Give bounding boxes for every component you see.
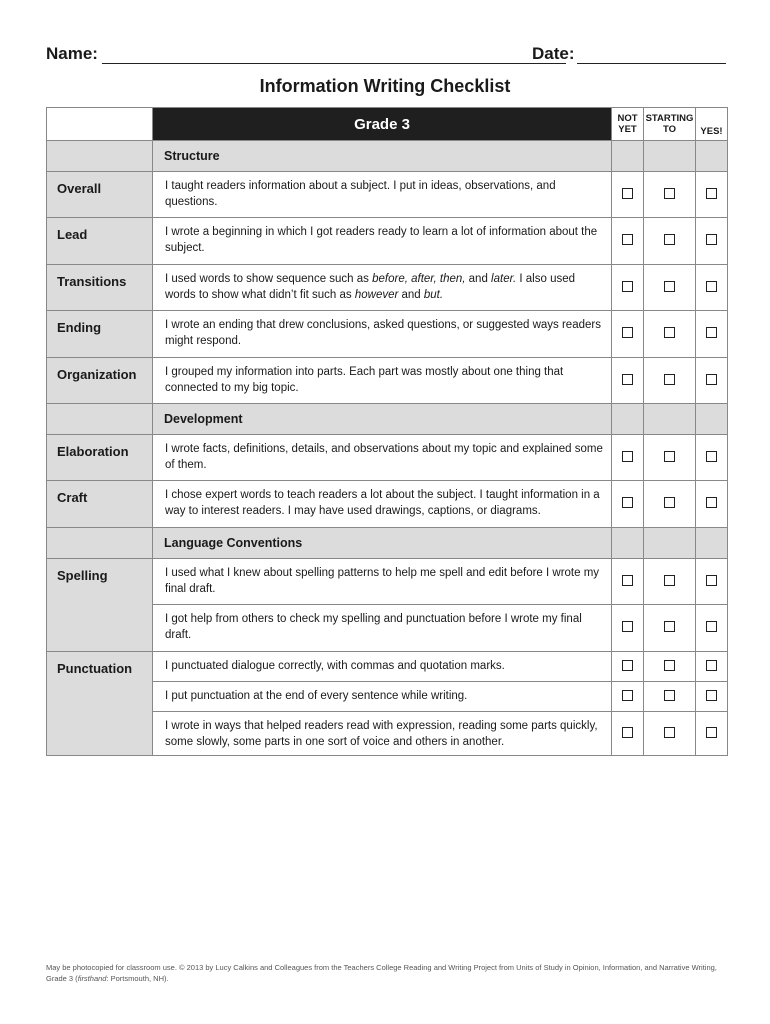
checkbox-cell-yes — [696, 218, 728, 265]
checkbox-not-yet[interactable] — [622, 575, 633, 586]
checkbox-cell-yes — [696, 265, 728, 311]
table-row — [47, 481, 728, 528]
checkbox-cell-not-yet — [612, 172, 644, 218]
checkbox-yes[interactable] — [706, 327, 717, 338]
grade-heading: Grade 3 — [153, 108, 612, 141]
checkbox-yes[interactable] — [706, 621, 717, 632]
checklist-item-text: I taught readers information about a subject. I put in ideas, observations, and questions. — [153, 172, 612, 218]
date-label: Date: — [532, 44, 575, 63]
checklist-item-text: I punctuated dialogue correctly, with commas and quotation marks. — [153, 652, 612, 682]
checkbox-cell-starting-to — [644, 265, 696, 311]
checkbox-cell-starting-to — [644, 311, 696, 358]
category-label: Overall — [47, 172, 153, 218]
checkbox-not-yet[interactable] — [622, 451, 633, 462]
checkbox-cell-starting-to — [644, 481, 696, 528]
checklist-item-text: I wrote a beginning in which I got readers ready to learn a lot of information about the subject. — [153, 218, 612, 265]
column-header-starting-to — [644, 108, 696, 141]
section-blank-cell — [612, 528, 644, 559]
section-blank-cell — [644, 528, 696, 559]
checkbox-cell-starting-to — [644, 358, 696, 404]
checklist-item-text: I put punctuation at the end of every sentence while writing. — [153, 682, 612, 712]
text-part: I used words to show sequence such as — [165, 273, 373, 285]
category-label: Craft — [47, 481, 153, 528]
checkbox-cell-not-yet — [612, 682, 644, 712]
checkbox-starting-to[interactable] — [664, 234, 675, 245]
table-header-row — [47, 108, 728, 141]
checklist-item-text — [153, 265, 612, 311]
checkbox-starting-to[interactable] — [664, 281, 675, 292]
checklist-item-text: I wrote an ending that drew conclusions, asked questions, or suggested ways readers might respond. — [153, 311, 612, 358]
checkbox-not-yet[interactable] — [622, 327, 633, 338]
checkbox-not-yet[interactable] — [622, 281, 633, 292]
checkbox-cell-yes — [696, 652, 728, 682]
checklist-item-text: I used what I knew about spelling patterns to help me spell and edit before I wrote my final draft. — [153, 559, 612, 605]
checkbox-cell-not-yet — [612, 358, 644, 404]
checkbox-cell-yes — [696, 682, 728, 712]
section-blank-cell — [696, 141, 728, 172]
checkbox-yes[interactable] — [706, 727, 717, 738]
table-row — [47, 172, 728, 218]
date-field[interactable] — [577, 63, 726, 64]
checklist-item-text: I wrote facts, definitions, details, and observations about my topic and explained some of them. — [153, 435, 612, 481]
text-part: and — [465, 273, 492, 285]
table-row — [47, 358, 728, 404]
checkbox-yes[interactable] — [706, 281, 717, 292]
checkbox-cell-starting-to — [644, 652, 696, 682]
footer-text-before: May be photocopied for classroom use. © 2013 by Lucy Calkins and Colleagues from the Teachers College Reading and Writing Project from Units of Study in Opinion, Information, and Narrative Writing, Grade 3 ( — [46, 963, 717, 983]
checklist-item-text: I grouped my information into parts. Each part was mostly about one thing that connected to my big topic. — [153, 358, 612, 404]
checkbox-not-yet[interactable] — [622, 374, 633, 385]
section-row — [47, 404, 728, 435]
not-yet-line2: YET — [618, 124, 637, 135]
checkbox-yes[interactable] — [706, 575, 717, 586]
table-row — [47, 218, 728, 265]
section-blank-cell — [644, 404, 696, 435]
table-row — [47, 559, 728, 605]
footer-italic: firsthand — [77, 974, 107, 983]
checkbox-cell-not-yet — [612, 481, 644, 528]
checkbox-not-yet[interactable] — [622, 660, 633, 671]
checkbox-cell-not-yet — [612, 311, 644, 358]
category-label: Spelling — [47, 559, 153, 652]
name-label: Name: — [46, 44, 98, 63]
name-field[interactable] — [102, 63, 566, 64]
checkbox-cell-yes — [696, 559, 728, 605]
checkbox-cell-yes — [696, 311, 728, 358]
text-part: later. — [491, 273, 517, 285]
column-header-not-yet — [612, 108, 644, 141]
checkbox-yes[interactable] — [706, 451, 717, 462]
section-left-cell — [47, 528, 153, 559]
checkbox-starting-to[interactable] — [664, 374, 675, 385]
checkbox-cell-yes — [696, 481, 728, 528]
table-row — [47, 435, 728, 481]
starting-line2: TO — [662, 124, 677, 135]
section-blank-cell — [612, 141, 644, 172]
checkbox-starting-to[interactable] — [664, 660, 675, 671]
table-corner — [47, 108, 153, 141]
checkbox-cell-yes — [696, 172, 728, 218]
section-blank-cell — [644, 141, 696, 172]
section-blank-cell — [696, 528, 728, 559]
table-row — [47, 311, 728, 358]
checkbox-cell-yes — [696, 435, 728, 481]
checkbox-cell-starting-to — [644, 435, 696, 481]
checkbox-cell-not-yet — [612, 218, 644, 265]
checkbox-yes[interactable] — [706, 497, 717, 508]
category-label: Lead — [47, 218, 153, 265]
checkbox-cell-not-yet — [612, 265, 644, 311]
checkbox-starting-to[interactable] — [664, 727, 675, 738]
checkbox-cell-yes — [696, 605, 728, 652]
text-part: I also used words to show what didn’t fit such as — [165, 273, 576, 301]
category-label: Ending — [47, 311, 153, 358]
checkbox-starting-to[interactable] — [664, 621, 675, 632]
footer-text-after: : Portsmouth, NH). — [106, 974, 169, 983]
checkbox-cell-starting-to — [644, 682, 696, 712]
checkbox-cell-not-yet — [612, 435, 644, 481]
checkbox-cell-not-yet — [612, 559, 644, 605]
category-label: Transitions — [47, 265, 153, 311]
checkbox-not-yet[interactable] — [622, 497, 633, 508]
checkbox-not-yet[interactable] — [622, 690, 633, 701]
page-title: Information Writing Checklist — [259, 76, 511, 96]
section-left-cell — [47, 141, 153, 172]
text-part: and — [398, 289, 424, 301]
starting-line1: STARTING — [645, 113, 694, 124]
checkbox-cell-starting-to — [644, 559, 696, 605]
checkbox-yes[interactable] — [706, 690, 717, 701]
section-row — [47, 141, 728, 172]
checkbox-cell-starting-to — [644, 172, 696, 218]
section-heading: Development — [153, 404, 612, 435]
category-label: Elaboration — [47, 435, 153, 481]
section-heading: Language Conventions — [153, 528, 612, 559]
checkbox-starting-to[interactable] — [664, 497, 675, 508]
checkbox-cell-not-yet — [612, 652, 644, 682]
text-part: but. — [423, 289, 444, 301]
checkbox-starting-to[interactable] — [664, 451, 675, 462]
text-part: however — [354, 289, 399, 301]
checkbox-cell-not-yet — [612, 605, 644, 652]
checkbox-yes[interactable] — [706, 660, 717, 671]
checkbox-cell-starting-to — [644, 712, 696, 756]
header-row — [46, 44, 726, 68]
checkbox-starting-to[interactable] — [664, 327, 675, 338]
checklist-item-text: I chose expert words to teach readers a lot about the subject. I taught information in a way to interest readers. I may have used drawings, captions, or diagrams. — [153, 481, 612, 528]
not-yet-line1: NOT — [617, 113, 638, 124]
category-label: Punctuation — [47, 652, 153, 756]
checkbox-starting-to[interactable] — [664, 188, 675, 199]
checkbox-cell-yes — [696, 358, 728, 404]
checkbox-cell-yes — [696, 712, 728, 756]
checklist-table — [46, 107, 728, 756]
checkbox-cell-starting-to — [644, 605, 696, 652]
column-header-yes: YES! — [696, 108, 728, 141]
text-part: before, after, then, — [372, 273, 466, 285]
section-left-cell — [47, 404, 153, 435]
section-heading: Structure — [153, 141, 612, 172]
section-blank-cell — [696, 404, 728, 435]
checkbox-cell-not-yet — [612, 712, 644, 756]
checkbox-starting-to[interactable] — [664, 575, 675, 586]
checkbox-yes[interactable] — [706, 374, 717, 385]
checkbox-yes[interactable] — [706, 234, 717, 245]
checklist-item-text: I got help from others to check my spelling and punctuation before I wrote my final draft. — [153, 605, 612, 652]
copyright-footer — [46, 962, 736, 984]
checkbox-not-yet[interactable] — [622, 234, 633, 245]
checkbox-not-yet[interactable] — [622, 727, 633, 738]
category-label: Organization — [47, 358, 153, 404]
checklist-item-text: I wrote in ways that helped readers read with expression, reading some parts quickly, some slowly, some parts in one sort of voice and others in another. — [153, 712, 612, 756]
checkbox-not-yet[interactable] — [622, 621, 633, 632]
table-row — [47, 652, 728, 682]
checkbox-starting-to[interactable] — [664, 690, 675, 701]
section-row — [47, 528, 728, 559]
section-blank-cell — [612, 404, 644, 435]
checkbox-cell-starting-to — [644, 218, 696, 265]
checkbox-yes[interactable] — [706, 188, 717, 199]
table-row — [47, 265, 728, 311]
checkbox-not-yet[interactable] — [622, 188, 633, 199]
